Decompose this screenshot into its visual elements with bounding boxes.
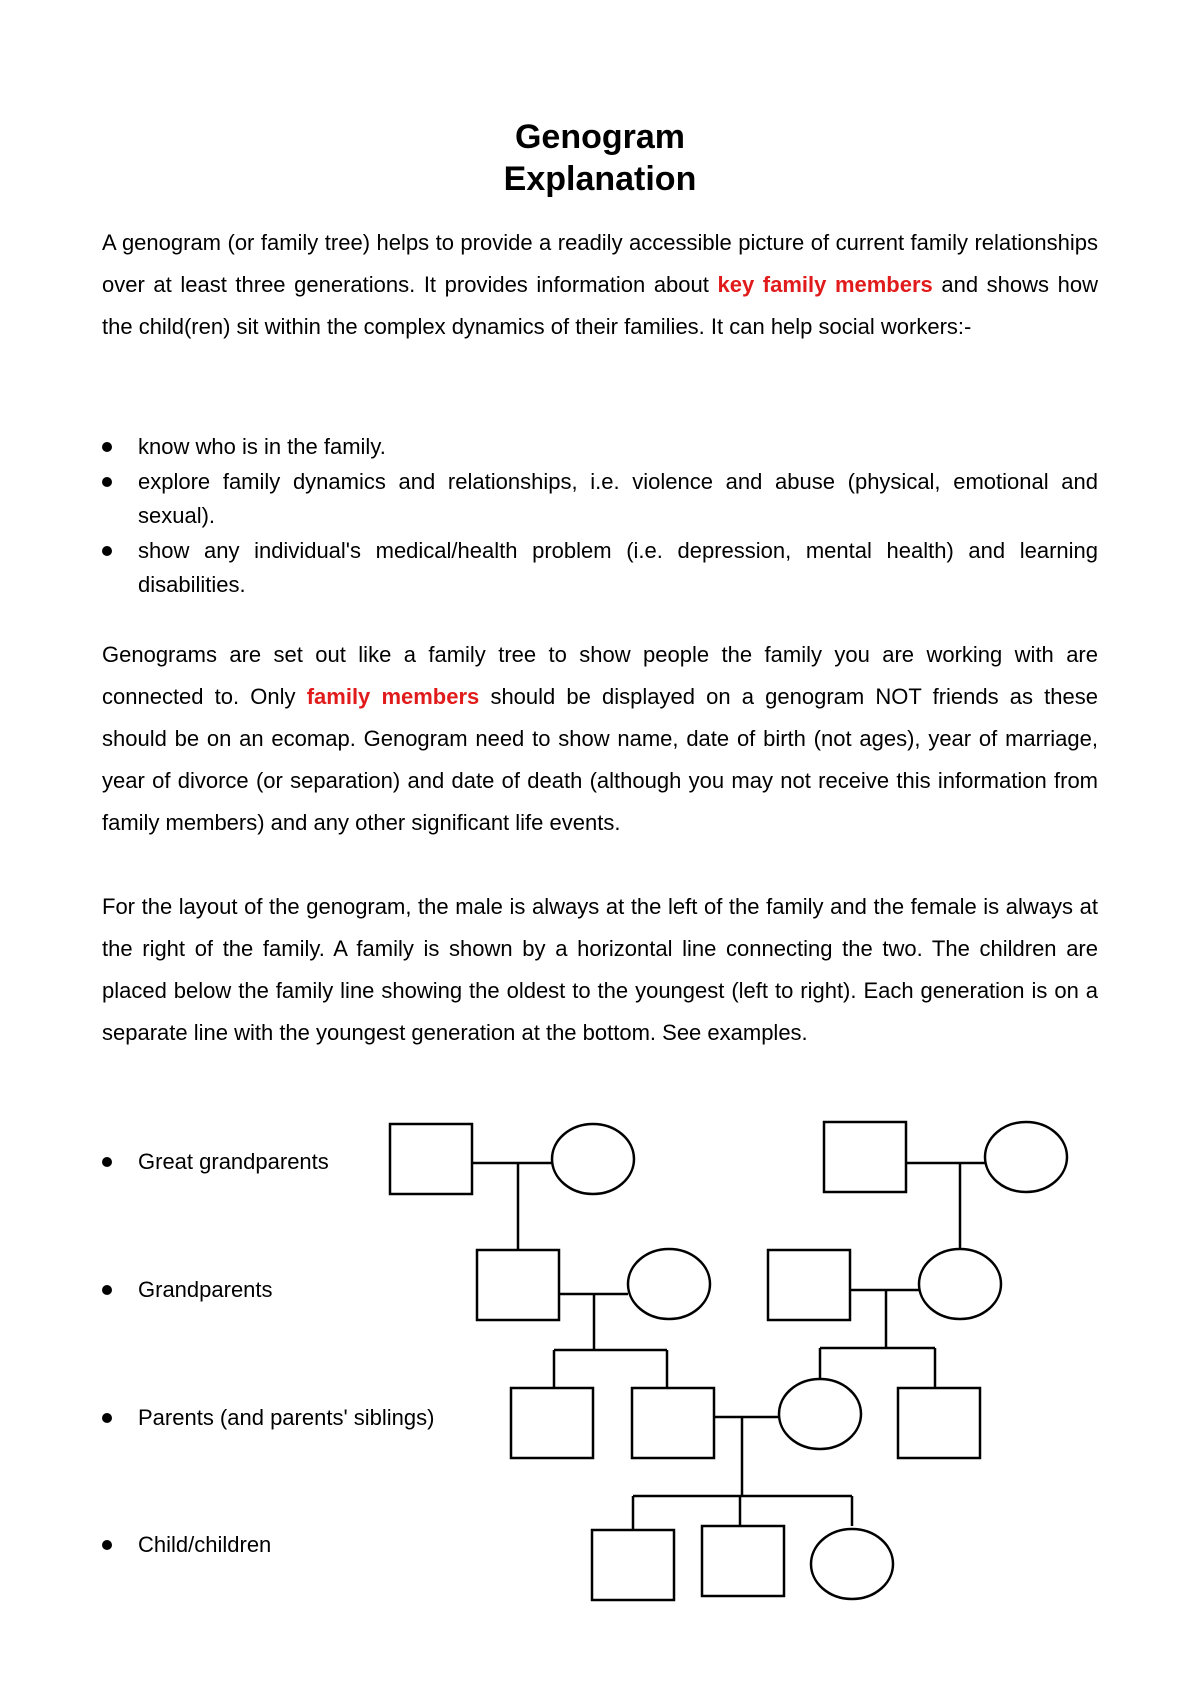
male-symbol: [898, 1388, 980, 1458]
male-symbol: [632, 1388, 714, 1458]
female-symbol: [552, 1124, 634, 1194]
generation-label-parents: Parents (and parents' siblings): [102, 1403, 434, 1433]
female-symbol: [985, 1122, 1067, 1192]
para2-highlight: family members: [306, 684, 480, 709]
female-symbol: [811, 1529, 893, 1599]
page-title-line1: Genogram: [514, 118, 686, 156]
male-symbol: [477, 1250, 559, 1320]
generation-label-grandparents: Grandparents: [102, 1275, 273, 1305]
para2-text-2: should be displayed on a genogram NOT friends as these should be on an ecomap. Genogram need to show name, date of birth (not ages), year of marriage, year of divorce (or separation) and date of death (although you may not receive this information from family members) and any other significant life events.: [102, 684, 1099, 835]
intro-highlight: key family members: [717, 272, 933, 297]
generation-label-children: Child/children: [102, 1530, 271, 1560]
female-symbol: [628, 1249, 710, 1319]
male-symbol: [511, 1388, 593, 1458]
intro-text-1: A genogram (or family tree) helps to provide a readily accessible picture of current family relationships over at least three generations. It provides information about: [102, 230, 1098, 297]
male-symbol: [768, 1250, 850, 1320]
list-item-text: show any individual's medical/health problem (i.e. depression, mental health) and learning disabilities.: [138, 538, 1098, 597]
list-item-text: know who is in the family.: [138, 434, 386, 459]
female-symbol: [919, 1249, 1001, 1319]
layout-paragraph: For the layout of the genogram, the male is always at the left of the family and the female is always at the right of the family. A family is shown by a horizontal line connecting the two. The children are placed below the family line showing the oldest to the youngest (left to right). Each generation is on a separate line with the youngest generation at the bottom. See examples.: [102, 894, 1098, 1045]
male-symbol: [390, 1124, 472, 1194]
male-symbol: [592, 1530, 674, 1600]
male-symbol: [702, 1526, 784, 1596]
para2-text-1: Genograms are set out like a family tree to show people the family you are working with are connected to. Only: [102, 642, 1098, 709]
page-title-line2: Explanation: [503, 160, 697, 198]
male-symbol: [824, 1122, 906, 1192]
generation-label-great-grandparents: Great grandparents: [102, 1147, 329, 1177]
female-symbol: [779, 1379, 861, 1449]
intro-text-2: and shows how the child(ren) sit within the complex dynamics of their families. It can help social workers:-: [102, 272, 1098, 339]
list-item-text: explore family dynamics and relationships, i.e. violence and abuse (physical, emotional and sexual).: [138, 469, 1098, 528]
